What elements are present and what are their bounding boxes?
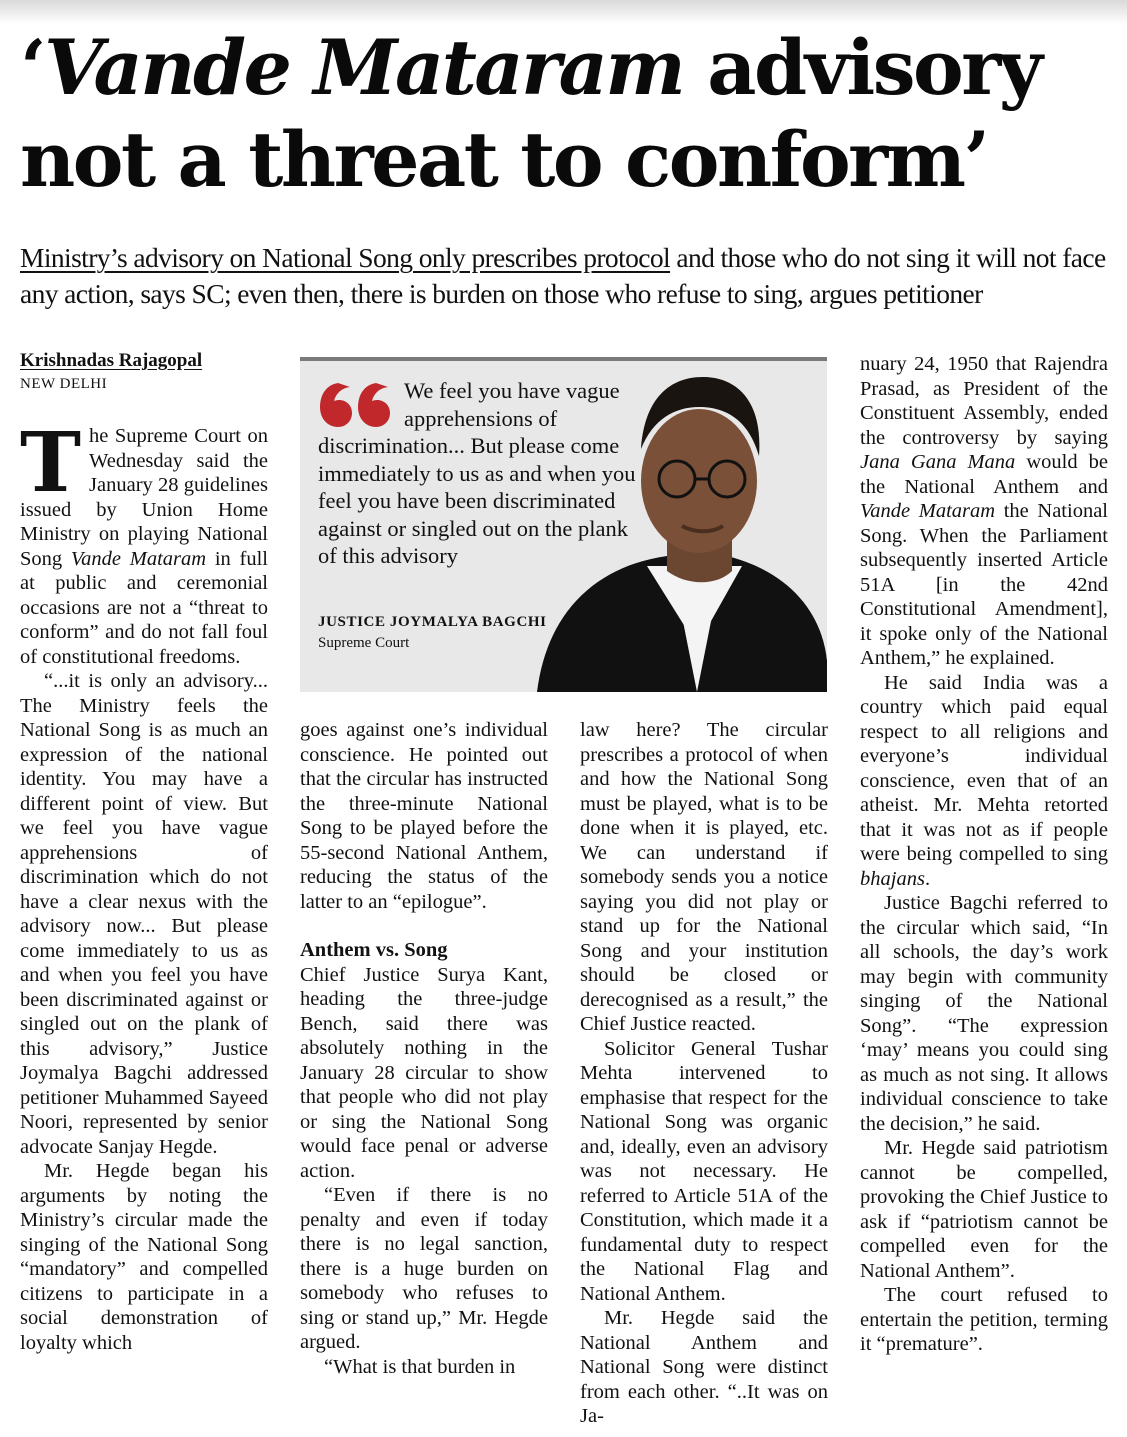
author-name: Krishnadas Rajagopal (20, 350, 203, 371)
headline-italic: Vande Mataram (43, 23, 684, 112)
col2-paragraph-3: “Even if there is no penalty and even if today there is no legal sanction, there is a huge burden on somebody who refuses to sing or stand up,” Mr. Hegde argued. (300, 1184, 548, 1353)
quotation-mark-icon (318, 377, 398, 429)
col1-paragraph-3: Mr. Hegde began his arguments by noting the Ministry’s circular made the singing of the National Song “mandatory” and compelled citizens to participate in a social demonstration of loyalty which (20, 1160, 268, 1354)
deck-rest: and those who do not sing it will not face any action, says SC; even then, there is burden on those who refuse to sing, argues petitioner (20, 242, 1106, 309)
deck-subheadline (20, 240, 1115, 312)
col4-p1-text-c: the National Song. When the Parliament subsequently inserted Article 51A [in the 42nd Constitutional Amendment], it spoke only of the National Anthem,” he explained. (860, 500, 1108, 669)
col1-paragraph-2: “...it is only an advisory... The Ministry feels the National Song is as much an expression of the national identity. You may have a different point of view. But we feel you have vague apprehensions of discrimination which do not have a clear nexus with the advisory now... But please come immediately to us as and when you feel you have been discriminated against or singled out on the plank of this advisory,” Justice Joymalya Bagchi addressed petitioner Muhammed Sayeed Noori, represented by senior advocate Sanjay Hegde. (20, 670, 268, 1158)
headline-line2: not a threat to conform’ (20, 115, 988, 204)
col3-paragraph-1: law here? The circular prescribes a protocol of when and how the National Song must be played, what is to be done when it is played, etc. We can understand if somebody sends you a notice saying you did not play or stand up for the National Song and your institution should be closed or derecognised as a result,” the Chief Justice reacted. (580, 719, 828, 1035)
col3-paragraph-3: Mr. Hegde said the National Anthem and National Song were distinct from each other. “..It was on Ja- (580, 1307, 828, 1427)
col1-p1-text-b: in full at public and ceremonial occasions are not a “threat to conform” and do not fall foul of constitutional freedoms. (20, 547, 268, 668)
page-top-shade (0, 0, 1127, 24)
col1-p1-text-a: he Supreme Court on Wednesday said the January 28 guidelines issued by Union Home Ministry on playing National Song (20, 425, 268, 570)
col2-paragraph-2: Chief Justice Surya Kant, heading the three-judge Bench, said there was absolutely nothing in the January 28 circular to show that people who did not play or sing the National Song would face penal or adverse action. (300, 963, 548, 1182)
quote-organisation: Supreme Court (318, 635, 410, 651)
col2-paragraph-4: “What is that burden in (324, 1355, 516, 1378)
col4-p1-italic-1: Jana Gana Mana (860, 451, 1016, 473)
col4-p2-text-a: He said India was a country which paid equal respect to all religions and everyone’s individual conscience, even that of an atheist. Mr. Mehta retorted that it was not as if people were being compelled to sing (860, 671, 1108, 865)
col3-paragraph-2: Solicitor General Tushar Mehta intervened to emphasise that respect for the National Song was organic and, ideally, even an advisory was not necessary. He referred to Article 51A of the Constitution, which made it a fundamental duty to respect the National Flag and National Anthem. (580, 1037, 828, 1305)
col1-paragraph-1 (20, 415, 268, 669)
col4-paragraph-5: The court refused to entertain the petition, terming it “premature”. (860, 1284, 1108, 1355)
col4-p2-text-b: . (924, 867, 931, 890)
column-2 (300, 718, 548, 1379)
column-1 (20, 415, 268, 1355)
col4-p1-text-a: nuary 24, 1950 that Rajendra Prasad, as President of the Constituent Assembly, ended the controversy by saying (860, 353, 1108, 449)
judge-portrait-photo (527, 361, 827, 692)
col4-p1-italic-2: Vande Mataram (860, 500, 996, 522)
col2-paragraph-1: goes against one’s individual conscience. He pointed out that the circular has instructed the three-minute National Song to be played before the 55-second National Anthem, reducing the status of the latter to an “epilogue”. (300, 719, 548, 913)
section-subhead: Anthem vs. Song (300, 939, 448, 961)
headline-quote-open: ‘ (20, 23, 44, 112)
headline-line1-rest: advisory (683, 23, 1041, 112)
drop-cap: T (20, 415, 82, 511)
column-3 (580, 718, 828, 1429)
col1-p1-italic: Vande Mataram (70, 547, 207, 570)
col4-p2-italic: bhajans (860, 867, 925, 890)
quote-speaker: JUSTICE JOYMALYA BAGCHI (318, 614, 547, 630)
col4-paragraph-3: Justice Bagchi referred to the circular which said, “In all schools, the day’s work may begin with community singing of the National Song”. “The expression ‘may’ means you could sing as much as not sing. It allows individual conscience to take the decision,” he said. (860, 892, 1108, 1135)
pull-quote-attribution (318, 613, 558, 652)
col4-paragraph-4: Mr. Hegde said patriotism cannot be compelled, provoking the Chief Justice to ask if “patriotism cannot be compelled even for the National Anthem”. (860, 1137, 1108, 1282)
col4-p1-text-b: would be the National Anthem and (860, 451, 1108, 498)
col4-paragraph-2 (860, 671, 1108, 892)
headline (20, 22, 1115, 206)
pull-quote-text: We feel you have vague apprehensions of discrimination... But please come immediately to us as and when you feel you have been discriminated against or singled out on the plank of this advisory (318, 378, 636, 568)
pull-quote-box (300, 357, 827, 692)
dateline: NEW DELHI (20, 376, 108, 392)
byline (20, 350, 270, 393)
column-4 (860, 352, 1108, 1357)
deck-underlined: Ministry’s advisory on National Song only prescribes protocol (20, 242, 671, 273)
col4-paragraph-1 (860, 352, 1108, 671)
